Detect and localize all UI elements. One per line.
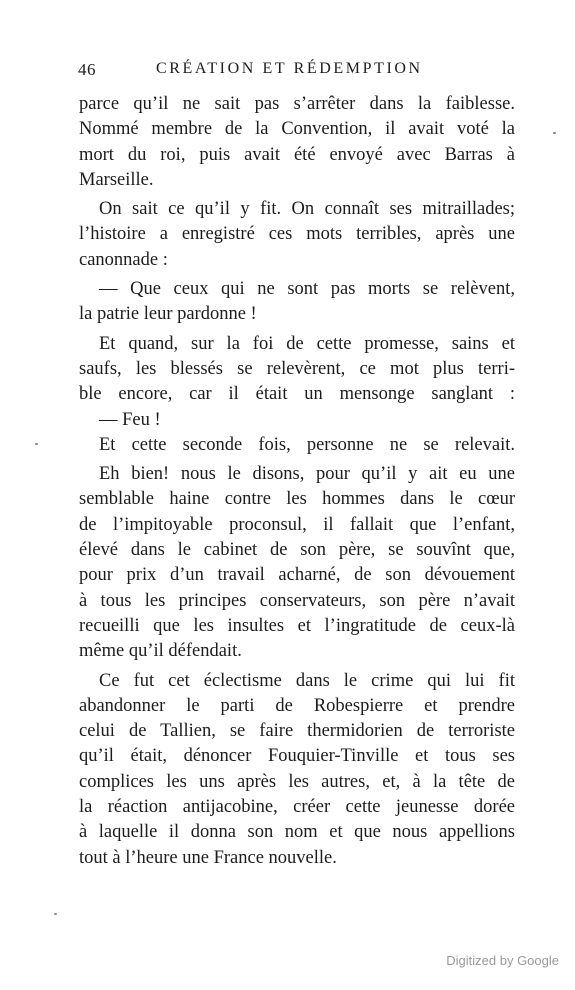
text-line: — Feu ! [99, 409, 161, 430]
body-text [79, 92, 515, 871]
text-line: canonnade : [79, 249, 168, 270]
text-line: Eh bien! nous le disons, pour qu’il y ait eu une [99, 464, 515, 485]
text-line: la patrie leur pardonne ! [79, 304, 257, 325]
text-line: à laquelle il donna son nom et que nous appellions [79, 822, 515, 843]
text-line: recueilli que les insultes et l’ingratitude de ceux-là [79, 615, 515, 636]
text-line: l’histoire a enregistré ces mots terribles, après une [79, 224, 515, 245]
text-line: ble encore, car il était un mensonge sanglant : [79, 384, 515, 405]
running-title: CRÉATION ET RÉDEMPTION [156, 60, 423, 77]
text-line: Ce fut cet éclectisme dans le crime qui lui fit [99, 670, 515, 691]
text-line: la réaction antijacobine, créer cette jeunesse dorée [79, 797, 515, 818]
text-line: On sait ce qu’il y fit. On connaît ses mitraillades; [99, 199, 515, 220]
text-line: semblable haine contre les hommes dans le cœur [79, 489, 515, 510]
text-line: pour prix d’un travail acharné, de son dévouement [79, 565, 515, 586]
text-line: Marseille. [79, 169, 154, 190]
text-line: celui de Tallien, se faire thermidorien de terroriste [79, 721, 515, 742]
text-line: abandonner le parti de Robespierre et prendre [79, 695, 515, 716]
running-head [78, 60, 498, 84]
text-line: Et quand, sur la foi de cette promesse, sains et [99, 333, 515, 354]
text-line: parce qu’il ne sait pas s’arrêter dans la faiblesse. [79, 94, 515, 114]
scan-speck [35, 443, 38, 445]
scan-speck [54, 913, 57, 915]
scan-speck [553, 132, 556, 134]
text-line: à tous les principes conservateurs, son père n’avait [79, 590, 515, 611]
text-line: élevé dans le cabinet de son père, se souvînt que, [79, 540, 515, 561]
text-line: Nommé membre de la Convention, il avait voté la [79, 119, 515, 140]
text-line: — Que ceux qui ne sont pas morts se relèvent, [99, 279, 515, 300]
page-number: 46 [78, 60, 96, 79]
text-line: mort du roi, puis avait été envoyé avec Barras à [79, 144, 515, 165]
digitized-watermark: Digitized by Google [446, 953, 559, 968]
text-line: même qu’il défendait. [79, 641, 242, 662]
text-line: tout à l’heure une France nouvelle. [79, 847, 337, 868]
text-line: Et cette seconde fois, personne ne se relevait. [99, 434, 515, 455]
text-line: qu’il était, dénoncer Fouquier-Tinville et tous ses [79, 746, 515, 767]
text-line: saufs, les blessés se relevèrent, ce mot plus terri- [79, 358, 515, 379]
text-line: complices les uns après les autres, et, à la tête de [79, 771, 515, 792]
text-line: de l’impitoyable proconsul, il fallait que l’enfant, [79, 514, 515, 535]
